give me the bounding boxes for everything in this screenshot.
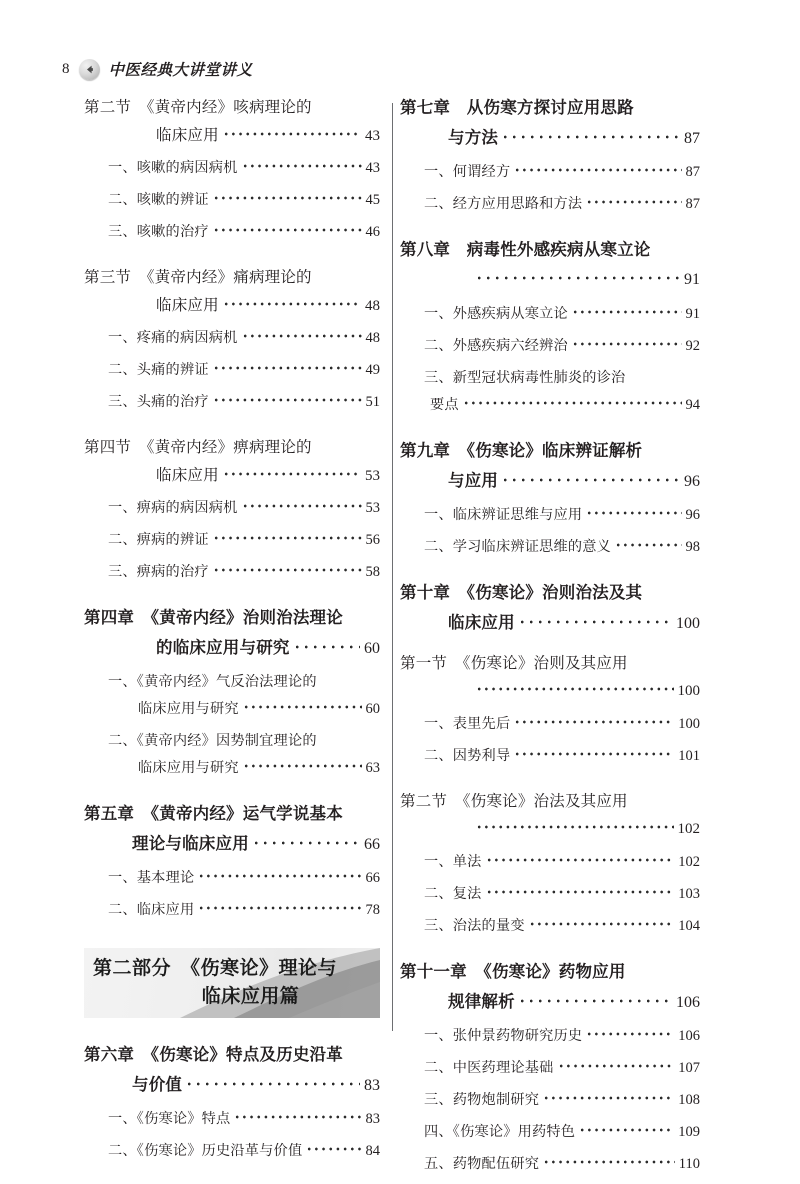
toc-page-number: 106 <box>676 994 700 1011</box>
toc-entry-title: 第八章 病毒性外感疾病从寒立论 <box>400 240 651 259</box>
dot-leader <box>573 309 682 315</box>
toc-page-number: 100 <box>677 683 700 699</box>
toc-entry[interactable] <box>400 749 700 776</box>
dot-leader <box>243 163 362 169</box>
toc-entry-title: 与价值 <box>132 1075 183 1094</box>
dot-leader <box>559 1063 675 1069</box>
toc-page-number: 87 <box>685 164 700 180</box>
toc-entry[interactable] <box>400 242 700 302</box>
toc-entry-title: 第三节 《黄帝内经》痛病理论的 <box>84 269 312 286</box>
toc-entry-line <box>400 508 700 535</box>
toc-page-number: 66 <box>364 836 380 853</box>
toc-entry-title: 二、中医药理论基础 <box>424 1060 554 1076</box>
toc-entry-title: 二、经方应用思路和方法 <box>424 196 583 212</box>
toc-entry-line <box>84 1077 380 1107</box>
running-head <box>62 56 253 82</box>
toc-entry-title: 三、痹病的治疗 <box>108 564 209 580</box>
toc-page-number: 109 <box>678 1124 700 1140</box>
toc-group-left-top <box>84 100 380 930</box>
toc-entry[interactable] <box>400 339 700 366</box>
toc-page-number: 45 <box>365 192 380 208</box>
toc-entry[interactable] <box>400 1061 700 1088</box>
toc-entry-title: 三、治法的量变 <box>424 918 525 934</box>
toc-entry-title: 临床应用 <box>156 467 219 484</box>
toc-entry-line <box>84 1144 380 1171</box>
toc-entry-title: 第十一章 《伤寒论》药物应用 <box>400 962 626 981</box>
toc-entry-title: 一、表里先后 <box>424 716 511 732</box>
toc-entry-line <box>84 903 380 930</box>
toc-page-number: 51 <box>365 394 380 410</box>
dot-leader <box>520 619 672 625</box>
dot-leader <box>477 686 674 692</box>
dot-leader <box>224 301 361 307</box>
toc-entry-title: 一、咳嗽的病因病机 <box>108 160 238 176</box>
toc-entry[interactable] <box>84 331 380 358</box>
toc-entry[interactable] <box>84 734 380 788</box>
dot-leader <box>477 824 674 830</box>
toc-entry-title: 二、因势利导 <box>424 748 511 764</box>
toc-entry[interactable] <box>84 193 380 220</box>
toc-entry-line <box>400 371 700 398</box>
toc-entry[interactable] <box>400 508 700 535</box>
toc-entry-line <box>400 242 700 272</box>
toc-entry[interactable] <box>400 443 700 503</box>
toc-entry-title: 二、复法 <box>424 886 482 902</box>
toc-entry[interactable] <box>400 1093 700 1120</box>
toc-entry-line <box>84 193 380 220</box>
toc-entry-line <box>84 533 380 560</box>
toc-entry[interactable] <box>84 440 380 496</box>
toc-entry-title: 第十章 《伤寒论》治则治法及其 <box>400 583 643 602</box>
dot-leader <box>515 719 674 725</box>
toc-entry-line <box>400 585 700 615</box>
toc-entry-title: 二、头痛的辨证 <box>108 362 209 378</box>
toc-entry[interactable] <box>84 501 380 528</box>
toc-entry-title: 一、痹病的病因病机 <box>108 500 238 516</box>
toc-entry-line <box>84 331 380 358</box>
toc-entry-title: 三、新型冠状病毒性肺炎的诊治 <box>424 370 626 386</box>
toc-page-number: 46 <box>365 224 380 240</box>
toc-entry-line <box>84 363 380 390</box>
dot-leader <box>515 167 681 173</box>
toc-page-number: 96 <box>684 473 700 490</box>
toc-group-right <box>400 100 700 1184</box>
toc-entry-line <box>400 887 700 914</box>
dot-leader <box>587 510 681 516</box>
toc-entry[interactable] <box>84 806 380 866</box>
toc-entry-line <box>400 994 700 1024</box>
toc-page-number: 84 <box>365 1143 380 1159</box>
toc-page-number: 83 <box>364 1077 380 1094</box>
toc-page-number: 53 <box>365 468 380 484</box>
toc-entry-line <box>84 1112 380 1139</box>
toc-page-number: 91 <box>685 306 700 322</box>
dot-leader <box>544 1159 675 1165</box>
toc-entry-line <box>400 307 700 334</box>
toc-entry-line <box>400 339 700 366</box>
dot-leader <box>244 704 362 710</box>
toc-entry-line <box>400 1029 700 1056</box>
toc-entry[interactable] <box>84 270 380 326</box>
dot-leader <box>573 341 682 347</box>
toc-entry[interactable] <box>84 363 380 390</box>
toc-entry[interactable] <box>84 1144 380 1171</box>
toc-page-number: 60 <box>365 701 380 717</box>
toc-entry-title: 一、外感疾病从寒立论 <box>424 306 568 322</box>
dot-leader <box>515 751 674 757</box>
toc-entry-line <box>84 501 380 528</box>
toc-page-number: 66 <box>365 870 380 886</box>
dot-leader <box>214 397 362 403</box>
toc-entry[interactable] <box>400 794 700 850</box>
toc-page-number: 103 <box>678 886 700 902</box>
dot-leader <box>464 400 682 406</box>
toc-entry-title: 第九章 《伤寒论》临床辨证解析 <box>400 441 643 460</box>
toc-entry-line <box>400 272 700 302</box>
toc-entry[interactable] <box>400 371 700 425</box>
toc-entry-line <box>84 128 380 156</box>
dot-leader <box>214 535 362 541</box>
toc-entry-title: 三、药物炮制研究 <box>424 1092 540 1108</box>
toc-entry-line <box>84 161 380 188</box>
dot-leader <box>214 365 362 371</box>
toc-entry-title: 三、咳嗽的治疗 <box>108 224 209 240</box>
toc-page-number: 60 <box>364 640 380 657</box>
toc-page-number: 48 <box>365 298 380 314</box>
toc-entry[interactable] <box>400 919 700 946</box>
toc-entry-title: 三、头痛的治疗 <box>108 394 209 410</box>
toc-entry[interactable] <box>400 307 700 334</box>
toc-entry[interactable] <box>400 1029 700 1056</box>
toc-entry-line <box>400 398 700 425</box>
dot-leader <box>530 921 675 927</box>
toc-entry-title: 一、《黄帝内经》气反治法理论的 <box>108 674 317 690</box>
toc-entry-title: 临床应用 <box>156 297 219 314</box>
part-banner-line2: 临床应用篇 <box>201 985 300 1007</box>
toc-entry-line <box>84 225 380 252</box>
toc-entry-title: 第五章 《黄帝内经》运气学说基本 <box>84 804 343 823</box>
toc-entry-line <box>400 1125 700 1152</box>
toc-entry-title: 第四节 《黄帝内经》痹病理论的 <box>84 439 312 456</box>
toc-entry-line <box>400 540 700 567</box>
toc-entry-line <box>400 749 700 776</box>
toc-entry-title: 与方法 <box>448 128 499 147</box>
toc-column-right <box>400 100 700 1184</box>
toc-entry-line <box>84 836 380 866</box>
dot-leader <box>214 227 362 233</box>
toc-entry-title: 二、咳嗽的辨证 <box>108 192 209 208</box>
toc-entry[interactable] <box>84 903 380 930</box>
toc-page-number: 104 <box>678 918 700 934</box>
dot-leader <box>503 477 680 483</box>
toc-entry-title: 第二节 《伤寒论》治法及其应用 <box>400 793 628 810</box>
toc-entry-line <box>400 794 700 822</box>
part-banner <box>84 948 380 1018</box>
toc-entry-title: 五、药物配伍研究 <box>424 1156 540 1172</box>
toc-page-number: 58 <box>365 564 380 580</box>
toc-entry-title: 的临床应用与研究 <box>156 638 290 657</box>
toc-page-number: 102 <box>678 854 700 870</box>
toc-entry[interactable] <box>84 610 380 670</box>
toc-page-number: 56 <box>365 532 380 548</box>
toc-entry-line <box>84 440 380 468</box>
dot-leader <box>224 131 361 137</box>
part-banner-line1: 第二部分 《伤寒论》理论与 <box>93 958 338 979</box>
toc-entry-title: 四、《伤寒论》用药特色 <box>424 1124 576 1140</box>
toc-entry-line <box>400 165 700 192</box>
dot-leader <box>587 199 681 205</box>
toc-entry-line <box>400 656 700 684</box>
toc-entry-line <box>84 806 380 836</box>
toc-page-number: 101 <box>678 748 700 764</box>
toc-page-number: 96 <box>685 507 700 523</box>
toc-entry-title: 二、外感疾病六经辨治 <box>424 338 568 354</box>
toc-entry-line <box>400 1157 700 1184</box>
toc-entry-line <box>84 468 380 496</box>
toc-entry-title: 二、痹病的辨证 <box>108 532 209 548</box>
dot-leader <box>477 275 680 281</box>
toc-entry[interactable] <box>400 1157 700 1184</box>
toc-entry-line <box>400 443 700 473</box>
toc-entry-title: 一、单法 <box>424 854 482 870</box>
toc-page-number: 100 <box>678 716 700 732</box>
toc-entry-title: 临床应用 <box>156 127 219 144</box>
toc-page-number: 63 <box>365 760 380 776</box>
toc-entry[interactable] <box>84 161 380 188</box>
toc-entry-line <box>84 395 380 422</box>
toc-entry-line <box>84 761 380 788</box>
toc-group-left-bottom <box>84 1047 380 1171</box>
running-head-title: 中医经典大讲堂讲义 <box>108 62 253 79</box>
toc-entry-line <box>84 871 380 898</box>
toc-entry-title: 一、《伤寒论》特点 <box>108 1111 231 1127</box>
toc-entry-title: 二、临床应用 <box>108 902 195 918</box>
toc-entry-title: 一、何谓经方 <box>424 164 511 180</box>
toc-entry-title: 与应用 <box>448 471 499 490</box>
toc-page-number: 110 <box>678 1156 700 1172</box>
toc-page-number: 91 <box>684 271 700 288</box>
toc-entry-title: 一、张仲景药物研究历史 <box>424 1028 583 1044</box>
toc-entry[interactable] <box>400 656 700 712</box>
toc-entry[interactable] <box>84 100 380 156</box>
dot-leader <box>520 998 672 1004</box>
toc-entry-line <box>400 1093 700 1120</box>
dot-leader <box>487 857 675 863</box>
toc-entry[interactable] <box>84 871 380 898</box>
toc-entry-line <box>84 270 380 298</box>
toc-entry-line <box>400 717 700 744</box>
toc-entry-title: 二、学习临床辨证思维的意义 <box>424 539 612 555</box>
toc-entry-line <box>400 684 700 712</box>
toc-entry[interactable] <box>84 1112 380 1139</box>
toc-page-number: 98 <box>685 539 700 555</box>
toc-page-number: 108 <box>678 1092 700 1108</box>
dot-leader <box>503 134 680 140</box>
toc-page-number: 43 <box>365 160 380 176</box>
dot-leader <box>587 1031 674 1037</box>
toc-entry[interactable] <box>400 887 700 914</box>
toc-entry-line <box>84 675 380 702</box>
toc-page-number: 92 <box>685 338 700 354</box>
toc-entry[interactable] <box>400 717 700 744</box>
toc-entry-title: 要点 <box>430 397 459 413</box>
toc-entry-title: 规律解析 <box>448 992 515 1011</box>
toc-entry-title: 第二节 《黄帝内经》咳病理论的 <box>84 99 312 116</box>
dot-leader <box>243 503 362 509</box>
dot-leader <box>580 1127 674 1133</box>
toc-page-number: 78 <box>365 902 380 918</box>
dot-leader <box>307 1146 361 1152</box>
dot-leader <box>224 471 361 477</box>
toc-entry-line <box>400 964 700 994</box>
toc-entry-title: 临床应用 <box>448 613 515 632</box>
dot-leader <box>487 889 675 895</box>
toc-entry[interactable] <box>84 533 380 560</box>
dot-leader <box>616 542 681 548</box>
dot-leader <box>544 1095 674 1101</box>
toc-entry[interactable] <box>400 964 700 1024</box>
toc-entry[interactable] <box>400 540 700 567</box>
toc-entry-line <box>84 100 380 128</box>
toc-entry-line <box>400 473 700 503</box>
toc-entry-title: 第四章 《黄帝内经》治则治法理论 <box>84 608 343 627</box>
toc-page-number: 107 <box>678 1060 700 1076</box>
toc-entry-line <box>400 919 700 946</box>
toc-entry[interactable] <box>400 165 700 192</box>
toc-entry-line <box>84 565 380 592</box>
toc-entry-line <box>400 615 700 645</box>
toc-entry-line <box>400 197 700 224</box>
toc-page-number: 87 <box>684 130 700 147</box>
toc-entry-title: 临床应用与研究 <box>138 760 239 776</box>
toc-entry-line <box>84 640 380 670</box>
dot-leader <box>244 763 362 769</box>
toc-page-number: 102 <box>677 821 700 837</box>
toc-entry-line <box>400 130 700 160</box>
toc-entry[interactable] <box>400 585 700 645</box>
toc-entry-title: 第一节 《伤寒论》治则及其应用 <box>400 655 628 672</box>
toc-entry[interactable] <box>84 675 380 729</box>
toc-page-number: 49 <box>365 362 380 378</box>
toc-page-number: 53 <box>365 500 380 516</box>
toc-entry-title: 一、疼痛的病因病机 <box>108 330 238 346</box>
toc-entry-line <box>400 822 700 850</box>
toc-entry-line <box>400 855 700 882</box>
page-folio: 8 <box>62 60 70 77</box>
toc-entry-line <box>400 100 700 130</box>
toc-entry-line <box>84 734 380 761</box>
toc-page-number: 106 <box>678 1028 700 1044</box>
toc-entry[interactable] <box>84 1047 380 1107</box>
toc-entry[interactable] <box>84 395 380 422</box>
dot-leader <box>243 333 362 339</box>
toc-entry[interactable] <box>400 855 700 882</box>
toc-entry[interactable] <box>400 197 700 224</box>
toc-entry-title: 第六章 《伤寒论》特点及历史沿革 <box>84 1045 343 1064</box>
dot-leader <box>214 567 362 573</box>
toc-entry-title: 理论与临床应用 <box>132 834 249 853</box>
toc-page-number: 94 <box>685 397 700 413</box>
toc-page-number: 48 <box>365 330 380 346</box>
toc-entry[interactable] <box>84 565 380 592</box>
toc-entry-title: 二、《黄帝内经》因势制宜理论的 <box>108 733 317 749</box>
toc-entry[interactable] <box>400 100 700 160</box>
toc-entry-title: 一、临床辨证思维与应用 <box>424 507 583 523</box>
part-banner-text <box>84 948 380 1010</box>
dot-leader <box>235 1114 361 1120</box>
back-arrow-icon[interactable] <box>79 59 100 80</box>
dot-leader <box>214 195 362 201</box>
dot-leader <box>295 644 360 650</box>
toc-entry-title: 临床应用与研究 <box>138 701 239 717</box>
dot-leader <box>199 873 361 879</box>
toc-page-number: 87 <box>685 196 700 212</box>
toc-entry[interactable] <box>400 1125 700 1152</box>
toc-entry-title: 二、《伤寒论》历史沿革与价值 <box>108 1143 303 1159</box>
toc-page-number: 43 <box>365 128 380 144</box>
toc-entry-line <box>84 298 380 326</box>
toc-entry-line <box>400 1061 700 1088</box>
toc-entry-title: 一、基本理论 <box>108 870 195 886</box>
toc-entry-line <box>84 702 380 729</box>
toc-entry-line <box>84 610 380 640</box>
column-divider <box>392 103 393 1031</box>
toc-entry-title: 第七章 从伤寒方探讨应用思路 <box>400 98 634 117</box>
toc-page-number: 100 <box>676 615 700 632</box>
dot-leader <box>187 1081 360 1087</box>
toc-entry-line <box>84 1047 380 1077</box>
toc-page-number: 83 <box>365 1111 380 1127</box>
dot-leader <box>254 840 360 846</box>
toc-entry[interactable] <box>84 225 380 252</box>
toc-column-left <box>84 100 380 1171</box>
dot-leader <box>199 905 361 911</box>
